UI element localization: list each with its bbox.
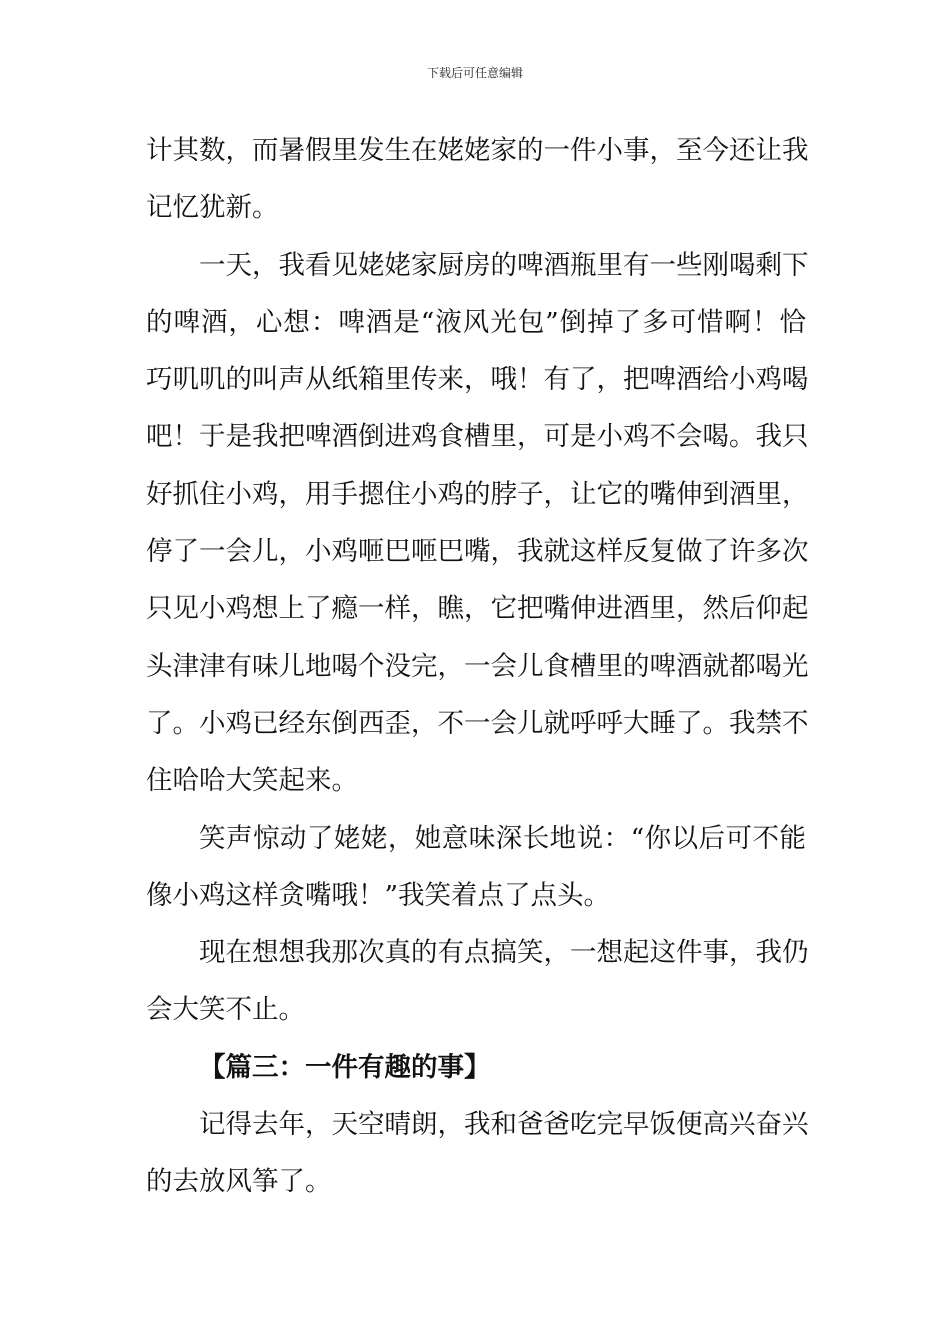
document-body: [146, 122, 809, 1211]
text-line-6: 吧！于是我把啤酒倒进鸡食槽里，可是小鸡不会喝。我只: [146, 421, 809, 453]
text-line-18: 记得去年，天空晴朗，我和爸爸吃完早饭便高兴奋兴: [199, 1109, 809, 1141]
text-line-9: 只见小鸡想上了瘾一样，瞧，它把嘴伸进酒里，然后仰起: [146, 593, 809, 625]
page-header: 下载后可任意编辑: [426, 66, 523, 80]
text-line-14: 像小鸡这样贪嘴哦！”我笑着点了点头。: [146, 879, 611, 911]
text-line-16: 会大笑不止。: [146, 994, 305, 1026]
text-line-3: 一天，我看见姥姥家厨房的啤酒瓶里有一些刚喝剩下: [199, 249, 809, 281]
text-line-13: 笑声惊动了姥姥，她意味深长地说：“你以后可不能: [199, 822, 806, 854]
text-line-11: 了。小鸡已经东倒西歪，不一会儿就呼呼大睡了。我禁不: [146, 707, 809, 739]
text-line-7: 好抓住小鸡，用手摁住小鸡的脖子，让它的嘴伸到酒里，: [146, 478, 809, 510]
text-line-10: 头津津有味儿地喝个没完，一会儿食槽里的啤酒就都喝光: [146, 650, 809, 682]
text-line-19: 的去放风筝了。: [146, 1166, 332, 1198]
text-line-8: 停了一会儿，小鸡咂巴咂巴嘴，我就这样反复做了许多次: [146, 536, 809, 568]
section-heading: 【篇三：一件有趣的事】: [199, 1051, 491, 1083]
text-line-1: 计其数，而暑假里发生在姥姥家的一件小事，至今还让我: [146, 135, 809, 166]
text-line-4: 的啤酒，心想：啤酒是“液风光包”倒掉了多可惜啊！恰: [146, 306, 806, 338]
text-line-12: 住哈哈大笑起来。: [146, 765, 358, 797]
text-line-5: 巧叽叽的叫声从纸箱里传来，哦！有了，把啤酒给小鸡喝: [146, 364, 809, 396]
text-line-2: 记忆犹新。: [146, 192, 279, 224]
text-line-15: 现在想想我那次真的有点搞笑，一想起这件事，我仍: [199, 937, 809, 969]
